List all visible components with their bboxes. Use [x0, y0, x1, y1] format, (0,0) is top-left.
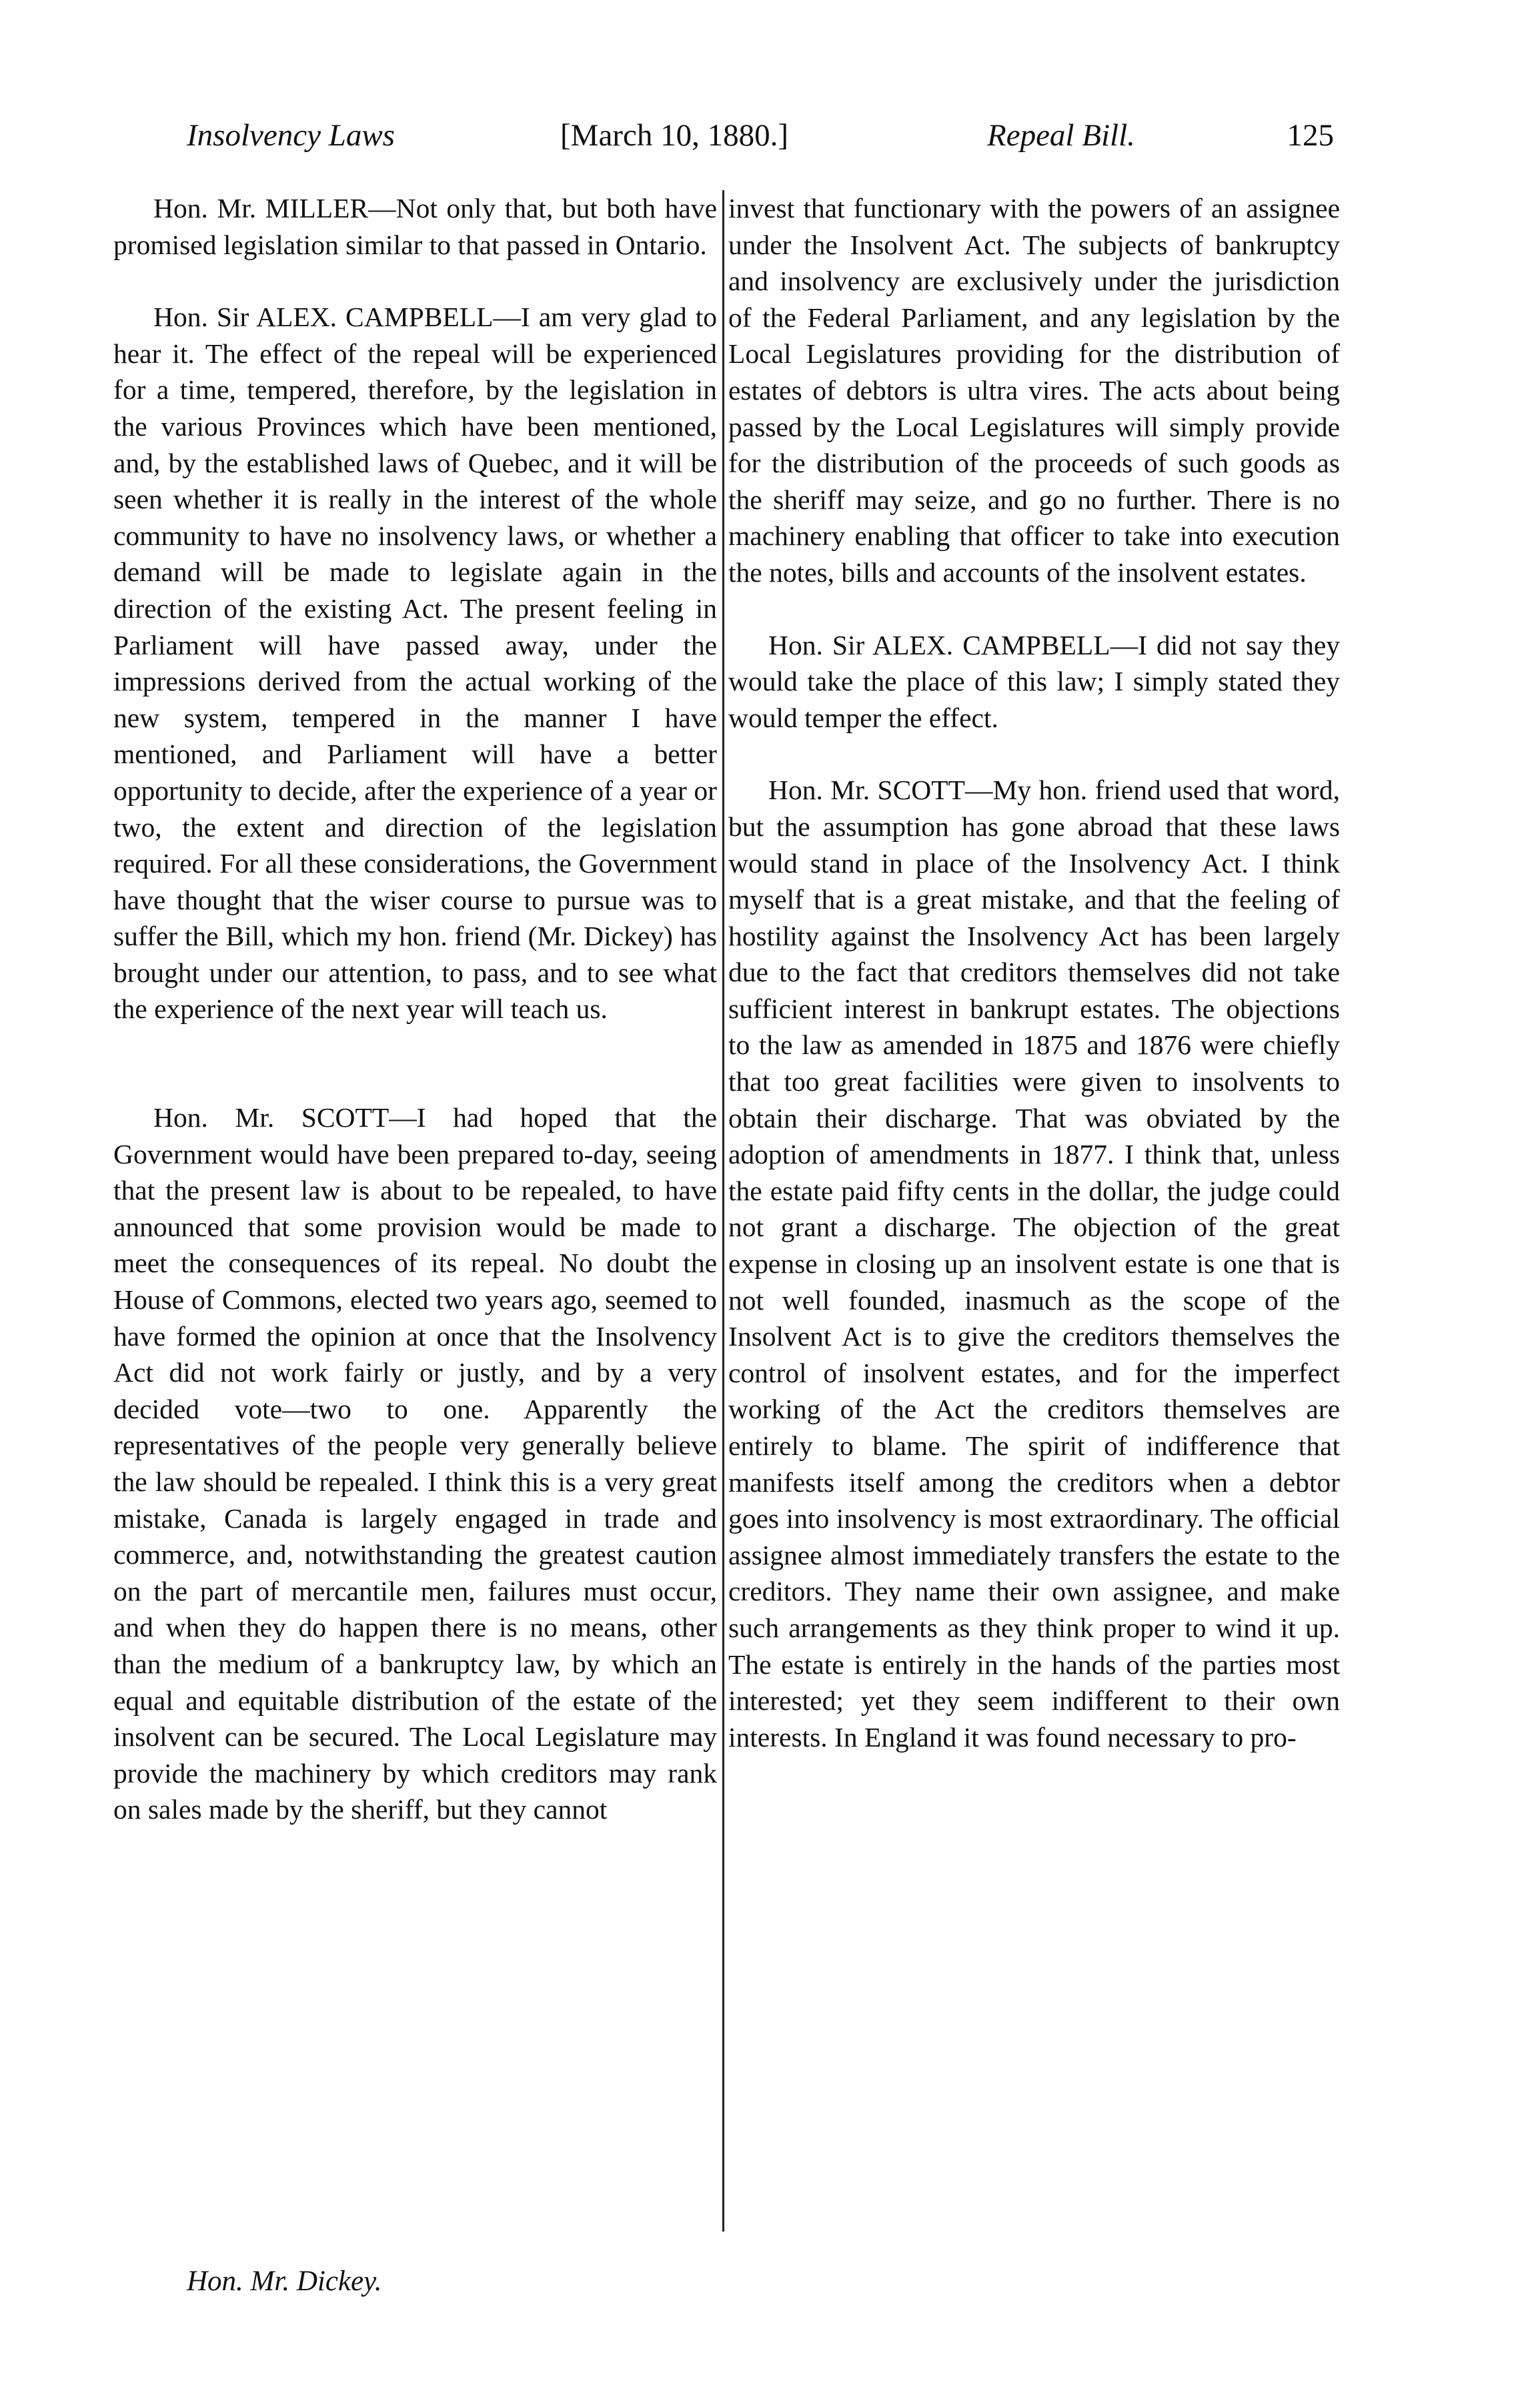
header-date: [March 10, 1880.] — [560, 118, 788, 153]
page-number: 125 — [1287, 118, 1334, 153]
paragraph-scott: Hon. Mr. SCOTT—I had hoped that the Government would have been prepared to-day, seeing that the present law is about to be repealed, to have announced that some provision would be made to meet the consequences of its repeal. No doubt the House of Commons, elected two years ago, seemed to have formed the opinion at once that the Insolvency Act did not work fairly or justly, and by a very decided vote—two to one. Apparently the representatives of the people very generally believe the law should be repealed. I think this is a very great mistake, Canada is largely engaged in trade and commerce, and, notwithstanding the greatest caution on the part of mercantile men, failures must occur, and when they do happen there is no means, other than the medium of a bankruptcy law, by which an equal and equitable distribution of the estate of the insolvent can be secured. The Local Legislature may provide the machinery by which creditors may rank on sales made by the sheriff, but they cannot — [113, 1102, 717, 1825]
left-column — [113, 190, 717, 1828]
header-title-right: Repeal Bill. — [987, 118, 1135, 153]
running-head — [187, 112, 1334, 159]
paragraph-campbell-reply: Hon. Sir ALEX. CAMPBELL—I did not say they would take the place of this law; I simply stated they would temper the effect. — [728, 629, 1340, 733]
right-column — [728, 190, 1340, 1755]
catchword: Hon. Mr. Dickey. — [187, 2266, 382, 2297]
paragraph-continuation: invest that functionary with the powers of an assignee under the Insolvent Act. The subjects of bankruptcy and insolvency are exclusively under the jurisdiction of the Federal Parliament, and any legislation by the Local Legislatures providing for the distribution of estates of debtors is ultra vires. The acts about being passed by the Local Legislatures will simply provide for the distribution of the proceeds of such goods as the sheriff may seize, and go no further. There is no machinery enabling that officer to take into execution the notes, bills and accounts of the insolvent estates. — [728, 193, 1340, 588]
paragraph-campbell: Hon. Sir ALEX. CAMPBELL—I am very glad to hear it. The effect of the repeal will be experienced for a time, tempered, therefore, by the legislation in the various Provinces which have been mentioned, and, by the established laws of Quebec, and it will be seen whether it is really in the interest of the whole community to have no insolvency laws, or whether a demand will be made to legislate again in the direction of the existing Act. The present feeling in Parliament will have passed away, under the impressions derived from the actual working of the new system, tempered in the manner I have mentioned, and Parliament will have a better opportunity to decide, after the experience of a year or two, the extent and direction of the legislation required. For all these considerations, the Government have thought that the wiser course to pursue was to suffer the Bill, which my hon. friend (Mr. Dickey) has brought under our attention, to pass, and to see what the experience of the next year will teach us. — [113, 302, 717, 1025]
paragraph-scott-reply: Hon. Mr. SCOTT—My hon. friend used that word, but the assumption has gone abroad that these laws would stand in place of the Insolvency Act. I think myself that is a great mistake, and that the feeling of hostility against the Insolvency Act has been largely due to the fact that creditors themselves did not take sufficient interest in bankrupt estates. The objections to the law as amended in 1875 and 1876 were chiefly that too great facilities were given to insolvents to obtain their discharge. That was obviated by the adoption of amendments in 1877. I think that, unless the estate paid fifty cents in the dollar, the judge could not grant a discharge. The objection of the great expense in closing up an insolvent estate is one that is not well founded, inasmuch as the scope of the Insolvent Act is to give the creditors themselves the control of insolvent estates, and for the imperfect working of the Act the creditors themselves are entirely to blame. The spirit of indifference that manifests itself among the creditors when a debtor goes into insolvency is most extraordinary. The official assignee almost immediately transfers the estate to the creditors. They name their own assignee, and make such arrangements as they think proper to wind it up. The estate is entirely in the hands of the parties most interested; yet they seem indifferent to their own interests. In England it was found necessary to pro- — [728, 775, 1340, 1753]
column-rule — [722, 190, 724, 2232]
paragraph-miller: Hon. Mr. MILLER—Not only that, but both have promised legislation similar to that passed in Ontario. — [113, 193, 717, 260]
header-title-left: Insolvency Laws — [187, 118, 395, 153]
